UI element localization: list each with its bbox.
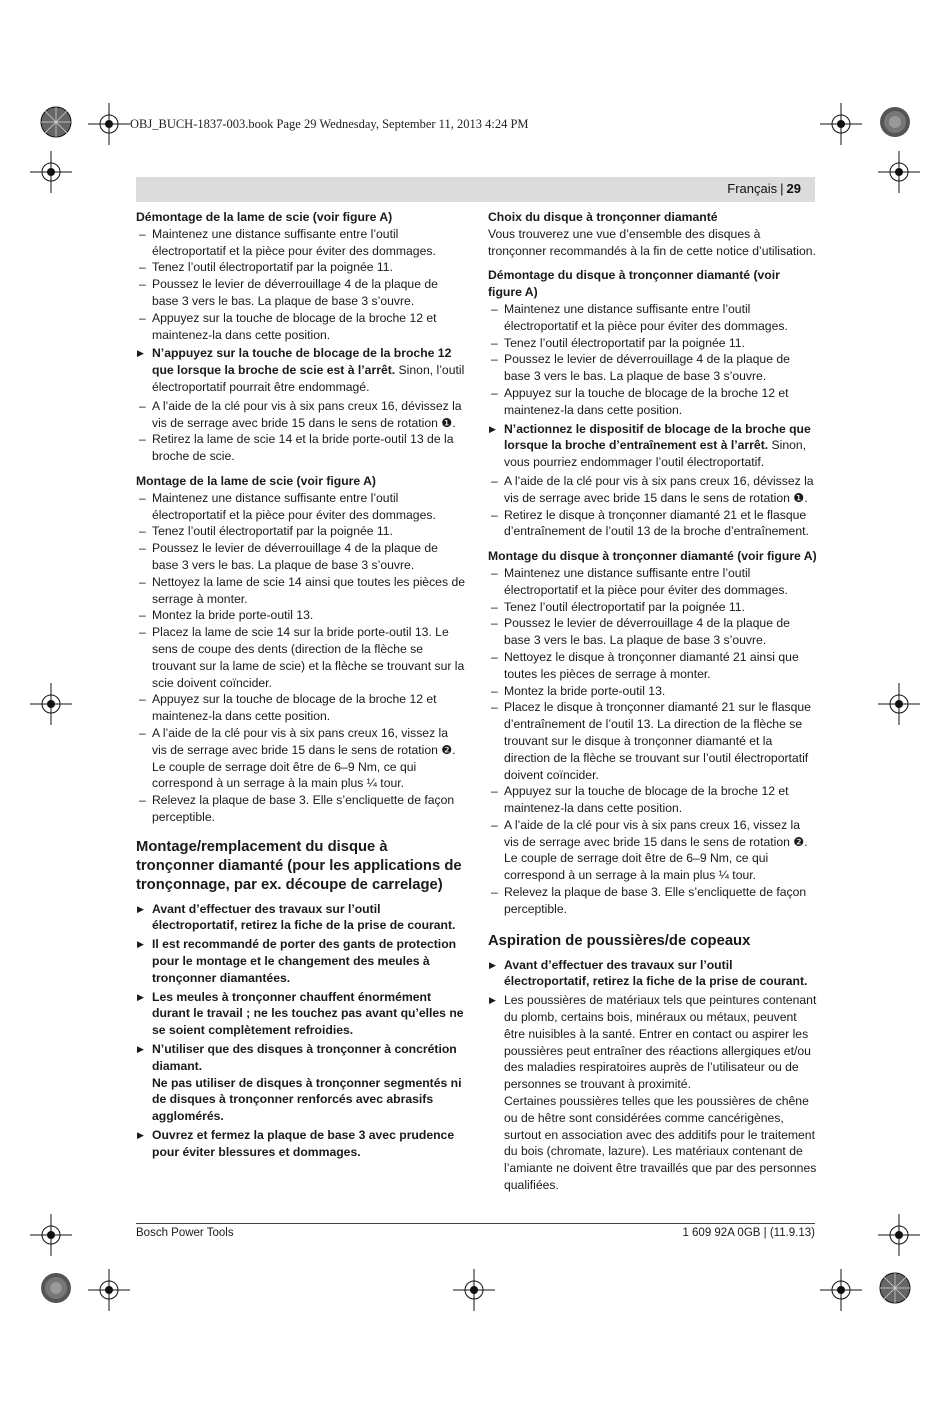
- item-text: Retirez la lame de scie 14 et la bride porte-outil 13 de la broche de scie.: [152, 432, 454, 464]
- section-heading: Montage/remplacement du disque à tronçonner diamanté (pour les applications de tronçonnage, par ex. découpe de carrelage): [136, 838, 462, 893]
- warning-list: [488, 957, 817, 1194]
- item-text: Maintenez une distance suffisante entre l’outil électroportatif et la pièce pour éviter des dommages.: [152, 490, 436, 522]
- item-text: Sinon, l’outil électroportatif pourrait être endommagé.: [152, 363, 465, 394]
- emphasis: Avant d’effectuer des travaux sur l’outil électroportatif, retirez la fiche de la prise de courant.: [152, 901, 456, 933]
- registration-target-icon: [40, 106, 72, 138]
- item-continuation: Certaines poussières telles que les poussières de chêne ou de hêtre sont considérées comme cancérigènes, surtout en association avec des additifs pour le traitement du bois (chromate, lazure). Les matériaux contenant de l’amiante ne doivent être travaillés que par des personnes qualifiées.: [504, 1094, 817, 1193]
- emphasis: Ouvrez et fermez la plaque de base 3 avec prudence pour éviter blessures et dommages.: [152, 1128, 455, 1159]
- step-item: [488, 301, 817, 335]
- warning-item: [136, 936, 465, 986]
- step-item: [488, 565, 817, 599]
- item-text: Poussez le levier de déverrouillage 4 de la plaque de base 3 vers le bas. La plaque de base 3 s’ouvre.: [504, 352, 790, 384]
- step-item: [488, 335, 817, 352]
- crosshair-icon: [878, 151, 920, 193]
- item-text: Poussez le levier de déverrouillage 4 de la plaque de base 3 vers le bas. La plaque de base 3 s’ouvre.: [152, 277, 438, 308]
- section-diamond-disc-mounting: [136, 838, 465, 1161]
- section-title: Démontage du disque à tronçonner diamanté (voir figure A): [488, 268, 780, 300]
- item-text: A l’aide de la clé pour vis à six pans creux 16, vissez la vis de serrage avec bride 15 dans le sens de rotation ❷. Le couple de serrage doit être de 6–9 Nm, ce qui correspond à un serrage à la main plus ¼ tour.: [152, 725, 456, 791]
- item-text: Poussez le levier de déverrouillage 4 de la plaque de base 3 vers le bas. La plaque de base 3 s’ouvre.: [504, 616, 790, 648]
- warning-item: [488, 992, 817, 1194]
- step-item: [488, 649, 817, 683]
- item-text: Sinon, vous pourriez endommager l’outil électroportatif.: [504, 438, 807, 470]
- step-item: [136, 792, 465, 826]
- item-text: Tenez l’outil électroportatif par la poignée 11.: [152, 260, 393, 275]
- item-text: Tenez l’outil électroportatif par la poignée 11.: [152, 524, 393, 539]
- step-item: [488, 884, 817, 918]
- section-disc-choice: [488, 209, 817, 259]
- header-separator: |: [780, 181, 784, 196]
- instruction-list: [488, 301, 817, 540]
- instruction-list: [488, 565, 817, 918]
- step-item: [136, 725, 465, 792]
- section-disc-removal: [488, 267, 817, 540]
- instruction-list: [136, 490, 465, 826]
- print-header: OBJ_BUCH-1837-003.book Page 29 Wednesday, September 11, 2013 4:24 PM: [130, 117, 529, 131]
- item-text: Tenez l’outil électroportatif par la poignée 11.: [504, 599, 745, 614]
- item-text: Les poussières de matériaux tels que peintures contenant du plomb, certains bois, minéraux ou métaux, peuvent être nuisibles à la santé. Entrer en contact ou aspirer les poussières peut entraîner des réactions allergiques et/ou des maladies respiratoires auprès de l’utilisateur ou de personnes se trouvant à proximité.: [504, 993, 817, 1092]
- footer-divider: [136, 1223, 815, 1224]
- crosshair-icon: [30, 683, 72, 725]
- crosshair-icon: [453, 1269, 495, 1311]
- item-text: Appuyez sur la touche de blocage de la broche 12 et maintenez-la dans cette position.: [504, 784, 789, 816]
- footer-brand: Bosch Power Tools: [136, 1227, 234, 1239]
- item-text: Placez la lame de scie 14 sur la bride porte-outil 13. Le sens de coupe des dents (direction de la flèche se trouvant sur la lame de scie) et la flèche se trouvant sur la scie doivent coïncider.: [152, 625, 465, 690]
- footer-doc-id: 1 609 92A 0GB | (11.9.13): [682, 1227, 815, 1239]
- step-item: [488, 351, 817, 385]
- item-text: Relevez la plaque de base 3. Elle s’encliquette de façon perceptible.: [504, 885, 807, 916]
- emphasis: N’utiliser que des disques à tronçonner à concrétion diamant.: [152, 1042, 457, 1073]
- step-item: [136, 523, 465, 540]
- step-item: [136, 540, 465, 574]
- step-item: [136, 490, 465, 524]
- item-text: A l’aide de la clé pour vis à six pans creux 16, dévissez la vis de serrage avec bride 15 dans le sens de rotation ❶.: [504, 473, 814, 505]
- emphasis: Avant d’effectuer des travaux sur l’outil électroportatif, retirez la fiche de la prise de courant.: [504, 957, 808, 989]
- item-text: Maintenez une distance suffisante entre l’outil électroportatif et la pièce pour éviter des dommages.: [152, 226, 436, 258]
- step-item: [488, 385, 817, 419]
- section-title: Démontage de la lame de scie (voir figure A): [136, 210, 393, 224]
- crosshair-icon: [30, 1214, 72, 1256]
- emphasis: Les meules à tronçonner chauffent énormément durant le travail ; ne les touchez pas avant qu’elles ne se soient complètement refroidies.: [152, 989, 464, 1038]
- instruction-list: [136, 226, 465, 465]
- section-heading: Aspiration de poussières/de copeaux: [488, 932, 751, 949]
- item-text: A l’aide de la clé pour vis à six pans creux 16, vissez la vis de serrage avec bride 15 dans le sens de rotation ❷. Le couple de serrage doit être de 6–9 Nm, ce qui correspond à un serrage à la main plus ¼ tour.: [504, 817, 808, 883]
- step-item: [136, 691, 465, 725]
- step-item: [136, 574, 465, 608]
- item-text: Nettoyez la lame de scie 14 ainsi que toutes les pièces de serrage à monter.: [152, 574, 465, 606]
- item-text: Appuyez sur la touche de blocage de la broche 12 et maintenez-la dans cette position.: [152, 692, 437, 724]
- registration-target-icon: [40, 1272, 72, 1304]
- item-text: Retirez le disque à tronçonner diamanté 21 et le flasque d’entraînement de l’outil 13 de la broche d’entraînement.: [504, 507, 809, 539]
- warning-item: [488, 957, 817, 991]
- warning-item: [488, 421, 817, 471]
- registration-target-icon: [879, 1272, 911, 1304]
- item-text: Tenez l’outil électroportatif par la poignée 11.: [504, 335, 745, 350]
- warning-item: [136, 989, 465, 1039]
- step-item: [488, 817, 817, 884]
- item-text: Appuyez sur la touche de blocage de la broche 12 et maintenez-la dans cette position.: [152, 310, 437, 342]
- emphasis-continuation: Ne pas utiliser de disques à tronçonner segmentés ni de disques à tronçonner renforcés avec abrasifs agglomérés.: [152, 1075, 462, 1124]
- step-item: [488, 599, 817, 616]
- item-text: Montez la bride porte-outil 13.: [152, 608, 314, 623]
- item-text: Nettoyez le disque à tronçonner diamanté 21 ainsi que toutes les pièces de serrage à monter.: [504, 649, 799, 681]
- item-text: Appuyez sur la touche de blocage de la broche 12 et maintenez-la dans cette position.: [504, 385, 789, 417]
- crosshair-icon: [878, 683, 920, 725]
- step-item: [488, 783, 817, 817]
- step-item: [136, 259, 465, 276]
- right-column: [488, 209, 817, 1202]
- section-disc-mounting: [488, 548, 817, 918]
- step-item: [136, 431, 465, 465]
- step-item: [136, 276, 465, 310]
- item-text: Placez le disque à tronçonner diamanté 21 sur le flasque d’entraînement de l’outil 13. La direction de la flèche se trouvant sur le disque à tronçonner diamanté et la direction de la flèche se trouvant sur l’outil électroportatif doivent coïncider.: [504, 700, 811, 782]
- item-text: A l’aide de la clé pour vis à six pans creux 16, dévissez la vis de serrage avec bride 15 dans le sens de rotation ❶.: [152, 398, 462, 430]
- section-saw-blade-removal: [136, 209, 465, 465]
- step-item: [136, 624, 465, 691]
- step-item: [488, 507, 817, 541]
- section-dust-extraction: [488, 932, 817, 1194]
- crosshair-icon: [30, 151, 72, 193]
- step-item: [488, 615, 817, 649]
- page-header: [136, 177, 815, 202]
- item-text: Relevez la plaque de base 3. Elle s’encliquette de façon perceptible.: [152, 793, 455, 824]
- item-text: Maintenez une distance suffisante entre l’outil électroportatif et la pièce pour éviter des dommages.: [504, 301, 788, 333]
- crosshair-icon: [88, 103, 130, 145]
- step-item: [136, 607, 465, 624]
- warning-item: [136, 901, 465, 935]
- step-item: [488, 473, 817, 507]
- crosshair-icon: [820, 1269, 862, 1311]
- emphasis: N’actionnez le dispositif de blocage de la broche que lorsque la broche d’entraînement est à l’arrêt.: [504, 421, 811, 453]
- paragraph: Vous trouverez une vue d’ensemble des disques à tronçonner recommandés à la fin de cette notice d’utilisation.: [488, 226, 816, 258]
- crosshair-icon: [878, 1214, 920, 1256]
- step-item: [136, 310, 465, 344]
- item-text: Poussez le levier de déverrouillage 4 de la plaque de base 3 vers le bas. La plaque de base 3 s’ouvre.: [152, 541, 438, 572]
- warning-item: [136, 1041, 465, 1125]
- step-item: [488, 683, 817, 700]
- section-saw-blade-mounting: [136, 473, 465, 826]
- step-item: [488, 699, 817, 783]
- section-title: Choix du disque à tronçonner diamanté: [488, 210, 718, 224]
- left-column: [136, 209, 465, 1169]
- section-title: Montage du disque à tronçonner diamanté (voir figure A): [488, 549, 817, 564]
- emphasis: Il est recommandé de porter des gants de protection pour le montage et le changement des meules à tronçonner diamantées.: [152, 937, 457, 985]
- item-text: Maintenez une distance suffisante entre l’outil électroportatif et la pièce pour éviter des dommages.: [504, 565, 788, 597]
- emphasis: N’appuyez sur la touche de blocage de la broche 12 que lorsque la broche de scie est à l’arrêt.: [152, 346, 452, 378]
- warning-list: [136, 901, 465, 1161]
- step-item: [136, 398, 465, 432]
- warning-item: [136, 345, 465, 395]
- header-language: Français: [727, 181, 778, 196]
- page-number: 29: [786, 181, 801, 196]
- section-title: Montage de la lame de scie (voir figure A): [136, 473, 376, 488]
- page-header-text: [727, 181, 801, 196]
- crosshair-icon: [88, 1269, 130, 1311]
- warning-item: [136, 1127, 465, 1161]
- step-item: [136, 226, 465, 260]
- crosshair-icon: [820, 103, 862, 145]
- registration-target-icon: [879, 106, 911, 138]
- item-text: Montez la bride porte-outil 13.: [504, 683, 666, 698]
